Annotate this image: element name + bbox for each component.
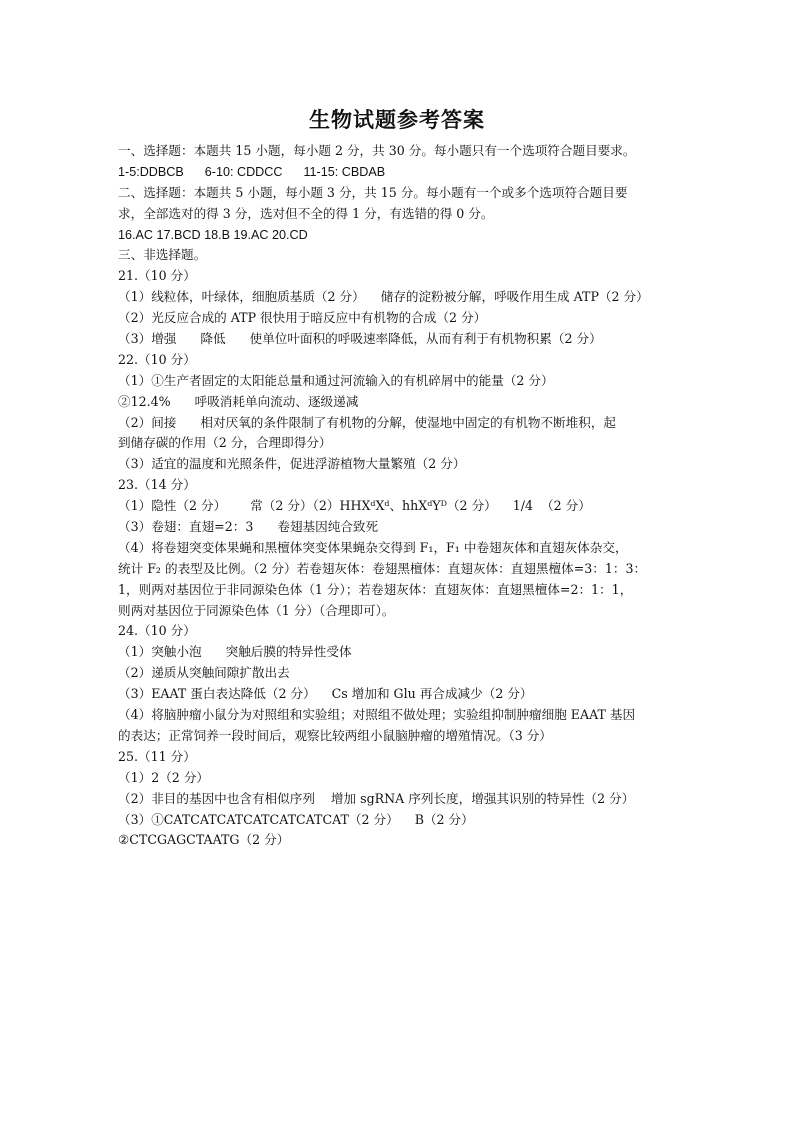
- answer-line: 到储存碳的作用（2 分，合理即得分）: [118, 435, 332, 451]
- answer-line: （1）①生产者固定的太阳能总量和通过河流输入的有机碎屑中的能量（2 分）: [118, 372, 554, 388]
- section-3-heading: 三、非选择题。: [118, 247, 207, 263]
- question-heading: 22.（10 分）: [118, 351, 196, 367]
- answer-line: 则两对基因位于同源染色体（1 分）（合理即可）。: [118, 602, 395, 618]
- answer-content: [118, 141, 683, 851]
- section-1-heading: 一、选择题：本题共 15 小题，每小题 2 分，共 30 分。每小题只有一个选项符合题目要求。: [118, 143, 636, 158]
- answer-line: （1）隐性（2 分） 常（2 分）（2）HHXᵈXᵈ、hhXᵈYᴰ（2 分） 1/4 （2 分）: [118, 498, 591, 514]
- answer-line: （1）2（2 分）: [118, 769, 210, 785]
- answer-line: （3）适宜的温度和光照条件，促进浮游植物大量繁殖（2 分）: [118, 456, 466, 472]
- answer-line: 1，则两对基因位于非同源染色体（1 分）；若卷翅灰体：直翅灰体：直翅黑檀体=2：1：1，: [118, 581, 633, 597]
- answer-line: （2）光反应合成的 ATP 很快用于暗反应中有机物的合成（2 分）: [118, 310, 487, 326]
- answer-line: （3）增强 降低 使单位叶面积的呼吸速率降低，从而有利于有机物积累（2 分）: [118, 331, 602, 347]
- answer-line: 1-5:DDBCB 6-10: CDDCC 11-15: CBDAB: [118, 164, 386, 179]
- question-heading: 23.（14 分）: [118, 477, 196, 493]
- answer-line: （3）卷翅：直翅=2：3 卷翅基因纯合致死: [118, 519, 379, 535]
- answer-line: 统计 F₂ 的表型及比例。（2 分）若卷翅灰体：卷翅黑檀体：直翅灰体：直翅黑檀体=3：1：3：: [118, 560, 647, 576]
- answer-line: ②CTCGAGCTAATG（2 分）: [118, 832, 290, 848]
- section-2-heading: 二、选择题：本题共 5 小题，每小题 3 分，共 15 分。每小题有一个或多个选项符合题目要: [118, 184, 628, 200]
- answer-line: （4）将脑肿瘤小鼠分为对照组和实验组；对照组不做处理；实验组抑制肿瘤细胞 EAAT 基因: [118, 707, 636, 723]
- page-title: 生物试题参考答案: [309, 107, 485, 132]
- answer-line: （1）线粒体，叶绿体，细胞质基质（2 分） 储存的淀粉被分解，呼吸作用生成 ATP（2 分）: [118, 289, 649, 305]
- answer-line: （4）将卷翅突变体果蝇和黑檀体突变体果蝇杂交得到 F₁，F₁ 中卷翅灰体和直翅灰体杂交，: [118, 539, 628, 555]
- question-heading: 21.（10 分）: [118, 268, 196, 284]
- answer-line: （2）间接 相对厌氧的条件限制了有机物的分解，使湿地中固定的有机物不断堆积，起: [118, 414, 617, 430]
- answer-line: （1）突触小泡 突触后膜的特异性受体: [118, 644, 352, 660]
- answer-line: 的表达；正常饲养一段时间后，观察比较两组小鼠脑肿瘤的增殖情况。（3 分）: [118, 727, 552, 743]
- question-heading: 25.（11 分）: [118, 748, 196, 764]
- answer-line: （2）递质从突触间隙扩散出去: [118, 665, 290, 681]
- section-2-heading-cont: 求，全部选对的得 3 分，选对但不全的得 1 分，有选错的得 0 分。: [118, 205, 494, 221]
- answer-line: ②12.4% 呼吸消耗单向流动、逐级递减: [118, 393, 359, 409]
- answer-line: 16.AC 17.BCD 18.B 19.AC 20.CD: [118, 227, 308, 242]
- question-heading: 24.（10 分）: [118, 623, 196, 639]
- answer-line: （3）EAAT 蛋白表达降低（2 分） Cs 增加和 Glu 再合成减少（2 分）: [118, 686, 533, 702]
- answer-line: （3）①CATCATCATCATCATCATCAT（2 分） B（2 分）: [118, 811, 474, 827]
- answer-line: （2）非目的基因中也含有相似序列 增加 sgRNA 序列长度，增强其识别的特异性（2 分）: [118, 790, 635, 806]
